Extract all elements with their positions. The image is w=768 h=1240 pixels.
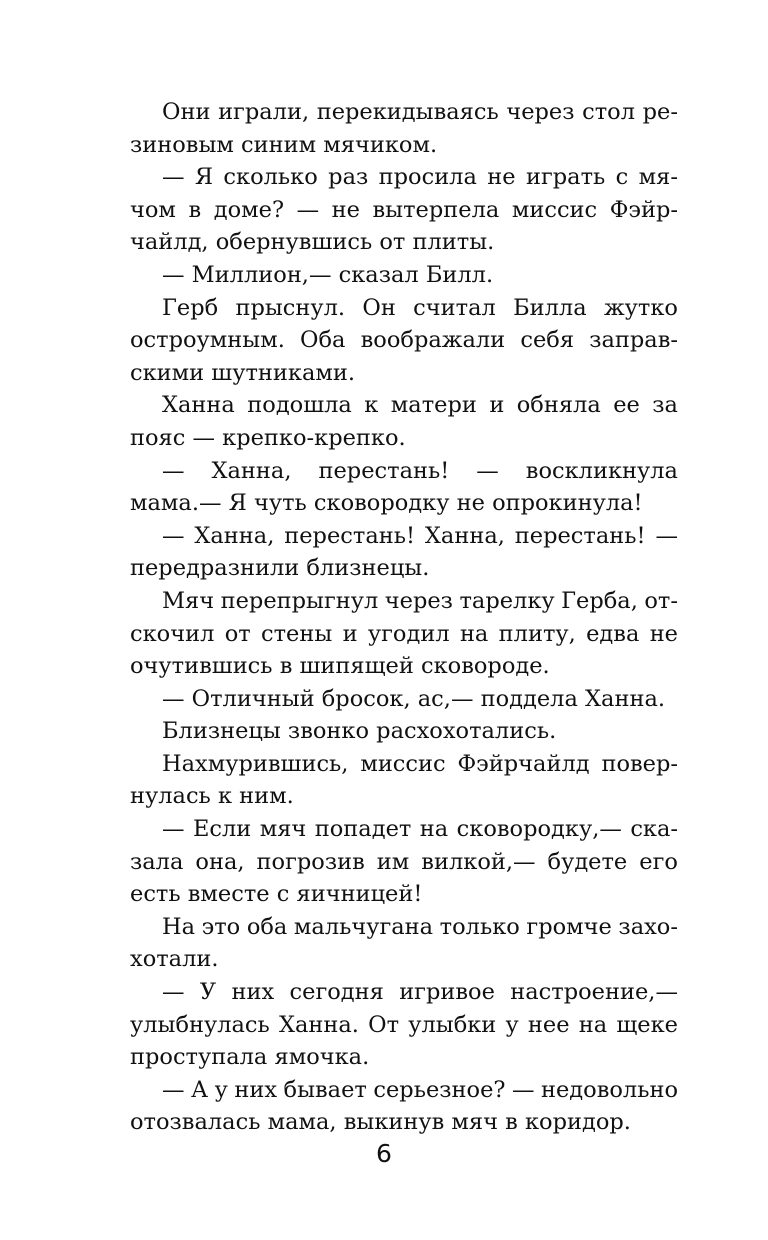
word: Оба <box>300 327 346 354</box>
word: остроумным. <box>130 327 285 354</box>
paragraph-first-line <box>130 292 678 325</box>
word: подошла <box>247 392 352 419</box>
word: перестань! <box>318 457 450 484</box>
word: щеке <box>616 1011 678 1038</box>
paragraph-line <box>130 846 678 879</box>
paragraph-first-line <box>130 813 678 846</box>
word: будете <box>547 848 628 875</box>
word: она, <box>195 848 245 875</box>
word: и <box>489 392 505 419</box>
paragraph-first-line: Близнецы звонко расхохотались. <box>162 718 557 745</box>
word: его <box>639 848 678 875</box>
word: мяч <box>259 816 307 843</box>
paragraph-line: скими шутниками. <box>130 359 356 386</box>
word: за <box>652 392 678 419</box>
paragraph-first-line: — Отличный бросок, ас,— поддела Ханна. <box>162 685 666 712</box>
word: сколько <box>223 164 318 191</box>
word: Герб <box>162 294 219 321</box>
word: на <box>419 816 449 843</box>
word: не <box>487 164 516 191</box>
paragraph-line: хотали. <box>130 946 219 973</box>
word: от <box>224 620 251 647</box>
word: ска- <box>630 816 678 843</box>
word: стол <box>582 99 635 125</box>
word: повер- <box>601 750 678 777</box>
word: вытерпела <box>372 196 500 223</box>
word: через <box>384 587 453 614</box>
paragraph-line <box>130 194 678 227</box>
word: недовольно <box>540 1076 678 1103</box>
word: играли, <box>218 99 310 125</box>
word: — <box>162 1076 185 1103</box>
word: них <box>231 979 275 1006</box>
word: мя- <box>638 164 678 191</box>
paragraph-first-line: — Миллион,— сказал Билл. <box>162 261 494 288</box>
word: угодил <box>367 620 450 647</box>
word: матери <box>390 392 477 419</box>
paragraph-line: отозвалась мама, выкинув мяч в коридор. <box>130 1109 631 1136</box>
word: — <box>476 457 499 484</box>
word: не <box>331 196 360 223</box>
word: — <box>511 1076 535 1103</box>
word: — <box>162 164 185 191</box>
paragraph-line <box>130 324 678 357</box>
word: воскликнула <box>525 457 678 484</box>
paragraph-line: чайлд, обернувшись от плиты. <box>130 229 495 256</box>
body-text <box>130 96 678 1139</box>
word: погрозив <box>256 848 365 875</box>
word: Ханна, <box>194 522 275 549</box>
word: от- <box>644 587 678 614</box>
word: перестань! <box>514 522 646 549</box>
word: Ханна <box>162 392 235 419</box>
word: Ханна, <box>424 522 505 549</box>
word: А <box>191 1076 209 1103</box>
word: вилкой,— <box>421 848 536 875</box>
word: воображали <box>360 327 506 354</box>
word: — <box>162 816 185 843</box>
word: стены <box>261 620 333 647</box>
word: На <box>162 913 196 940</box>
word: через <box>506 99 575 125</box>
word: ре- <box>642 99 678 125</box>
word: ее <box>613 392 640 419</box>
word: них <box>234 1076 278 1103</box>
word: улыбнулась <box>130 1011 270 1038</box>
paragraph-line: нулась к ним. <box>130 783 294 810</box>
paragraph-line: передразнили близнецы. <box>130 555 430 582</box>
word: — <box>162 457 185 484</box>
word: Ханна. <box>278 1011 359 1038</box>
word: прыснул. <box>235 294 346 321</box>
word: только <box>439 913 520 940</box>
word: раз <box>328 164 369 191</box>
word: себя <box>520 327 575 354</box>
paragraph-first-line <box>130 1074 678 1107</box>
paragraph-first-line <box>130 96 678 129</box>
paragraph-line: мама.— Я чуть сковородку не опрокинула! <box>130 490 643 517</box>
word: оба <box>246 913 288 940</box>
paragraph-first-line <box>130 748 678 781</box>
paragraph-first-line <box>130 585 678 618</box>
paragraph-first-line <box>130 976 678 1009</box>
word: У <box>199 979 217 1006</box>
word: игривое <box>399 979 495 1006</box>
word: мальчугана <box>293 913 434 940</box>
word: обняла <box>516 392 601 419</box>
word: попадет <box>314 816 412 843</box>
word: миссис <box>511 196 598 223</box>
paragraph-first-line <box>130 161 678 194</box>
word: захо- <box>618 913 678 940</box>
word: Мяч <box>162 587 215 614</box>
word: Фэйрчайлд <box>457 750 590 777</box>
word: перестань! <box>284 522 416 549</box>
paragraph-first-line <box>130 911 678 944</box>
word: перепрыгнул <box>220 587 379 614</box>
word: скочил <box>130 620 215 647</box>
word: на <box>459 620 489 647</box>
page-number: 6 <box>376 1139 392 1168</box>
word: считал <box>413 294 496 321</box>
word: Билла <box>513 294 587 321</box>
word: — <box>162 522 185 549</box>
word: к <box>364 392 379 419</box>
word: едва <box>586 620 640 647</box>
word: жутко <box>603 294 678 321</box>
word: у <box>214 1076 228 1103</box>
word: серьезное? <box>373 1076 506 1103</box>
word: Фэйр- <box>609 196 678 223</box>
word: Герба, <box>561 587 638 614</box>
word: доме? <box>213 196 285 223</box>
word: чом <box>130 196 176 223</box>
paragraph-first-line <box>130 389 678 422</box>
word: — <box>296 196 320 223</box>
word: играть <box>525 164 606 191</box>
word: Я <box>194 164 214 191</box>
word: Они <box>162 99 211 125</box>
word: перекидываясь <box>316 99 499 125</box>
word: это <box>201 913 241 940</box>
paragraph-line: пояс — крепко-крепко. <box>130 424 406 451</box>
word: с <box>615 164 629 191</box>
paragraph-line: зиновым синим мячиком. <box>130 131 438 158</box>
paragraph-line: очутившись в шипящей сковороде. <box>130 653 550 680</box>
word: нее <box>527 1011 570 1038</box>
paragraph-line <box>130 1009 678 1042</box>
word: не <box>649 620 678 647</box>
word: заправ- <box>589 327 678 354</box>
paragraph-line: проступала ямочка. <box>130 1044 370 1071</box>
word: и <box>342 620 358 647</box>
word: тарелку <box>459 587 555 614</box>
paragraph-line: есть вместе с яичницей! <box>130 881 423 908</box>
word: Ханна, <box>211 457 292 484</box>
word: Нахмурившись, <box>162 750 349 777</box>
word: настроение,— <box>510 979 678 1006</box>
word: громче <box>526 913 612 940</box>
word: просила <box>378 164 477 191</box>
paragraph-first-line <box>130 520 678 553</box>
word: сковородку,— <box>456 816 622 843</box>
word: на <box>578 1011 608 1038</box>
word: у <box>505 1011 519 1038</box>
word: в <box>188 196 202 223</box>
word: плиту, <box>498 620 576 647</box>
word: миссис <box>360 750 446 777</box>
word: Он <box>362 294 396 321</box>
paragraph-first-line <box>130 455 678 488</box>
word: зала <box>130 848 184 875</box>
paragraph-line <box>130 618 678 651</box>
word: Если <box>192 816 252 843</box>
word: бывает <box>283 1076 367 1103</box>
word: — <box>162 979 185 1006</box>
word: улыбки <box>408 1011 497 1038</box>
word: — <box>655 522 678 549</box>
word: От <box>368 1011 400 1038</box>
word: им <box>376 848 410 875</box>
word: сегодня <box>289 979 384 1006</box>
